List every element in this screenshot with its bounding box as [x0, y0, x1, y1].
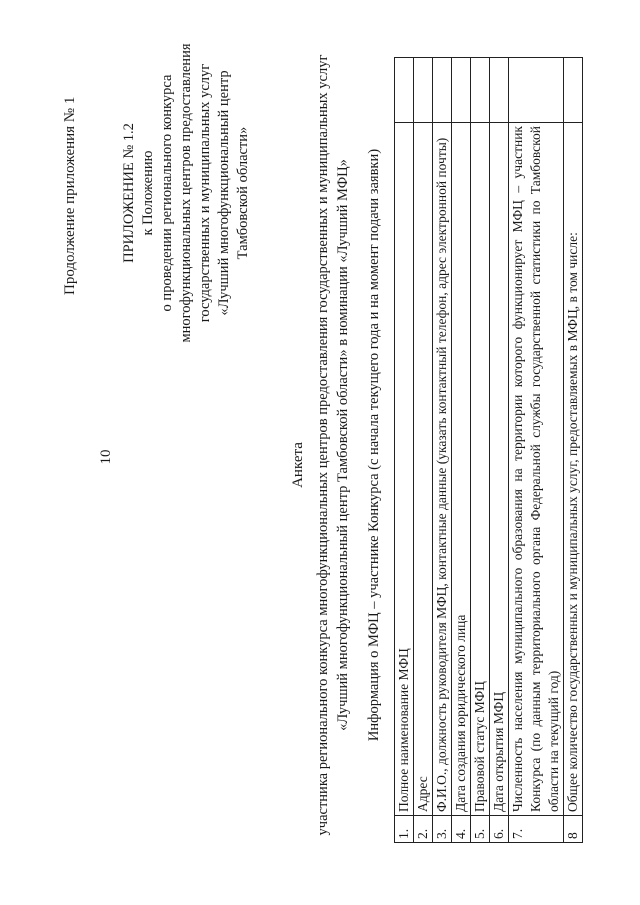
row-text: Общее количество государственных и муниципальных услуг, предоставляемых в МФЦ, в том числе:: [564, 123, 583, 816]
row-text: Правовой статус МФЦ: [471, 123, 490, 816]
table-row: [452, 58, 471, 843]
row-text: Дата открытия МФЦ: [490, 123, 509, 816]
row-number: 8: [564, 816, 583, 843]
table-row: [433, 58, 452, 843]
row-number: 4.: [452, 816, 471, 843]
answer-cell[interactable]: [414, 58, 433, 123]
table-row: [509, 58, 564, 843]
row-text: Адрес: [414, 123, 433, 816]
row-number: 6.: [490, 816, 509, 843]
answer-cell[interactable]: [490, 58, 509, 123]
answer-cell[interactable]: [471, 58, 490, 123]
row-text: Ф.И.О., должность руководителя МФЦ, контактные данные (указать контактный телефон, адрес электронной почты): [433, 123, 452, 816]
row-number: 3.: [433, 816, 452, 843]
row-number: 7.: [509, 816, 564, 843]
appendix-header: [120, 43, 253, 343]
page-number: 10: [98, 449, 114, 465]
appendix-line: к Положению: [140, 150, 156, 236]
appendix-line: о проведении регионального конкурса: [159, 74, 175, 312]
table-row: [414, 58, 433, 843]
appendix-line: Тамбовской области»: [235, 126, 251, 260]
answer-cell[interactable]: [564, 58, 583, 123]
table-row: [471, 58, 490, 843]
answer-cell[interactable]: [433, 58, 452, 123]
appendix-line: «Лучший многофункциональный центр: [216, 70, 232, 316]
table-row: [395, 58, 414, 843]
answer-cell[interactable]: [509, 58, 564, 123]
table-row: [490, 58, 509, 843]
table-row: [564, 58, 583, 843]
row-text: Численность населения муниципального образования на территории которого функционирует МФЦ – участник Конкурса (по данным территориального органа Федеральной службы государственной статистики по Тамбовской области на текущий год): [509, 123, 564, 816]
row-text: Полное наименование МФЦ: [395, 123, 414, 816]
row-number: 1.: [395, 816, 414, 843]
form-title: Анкета: [290, 442, 306, 488]
continuation-note: Продолжение приложения № 1: [62, 96, 78, 295]
info-heading: Информация о МФЦ – участнике Конкурса (с начала текущего года и на момент подачи заявки): [366, 148, 382, 742]
row-number: 5.: [471, 816, 490, 843]
appendix-line: многофункциональных центров предоставления: [178, 43, 194, 343]
info-table: [394, 57, 583, 843]
answer-cell[interactable]: [452, 58, 471, 123]
appendix-line: государственных и муниципальных услуг: [197, 63, 213, 323]
row-number: 2.: [414, 816, 433, 843]
row-text: Дата создания юридического лица: [452, 123, 471, 816]
appendix-title: ПРИЛОЖЕНИЕ № 1.2: [121, 123, 137, 263]
form-description: участника регионального конкурса многофункциональных центров предоставления государственных и муниципальных услуг «Лучший многофункциональный центр Тамбовской области» в номинации «Лучший МФЦ»: [315, 54, 351, 836]
answer-cell[interactable]: [395, 58, 414, 123]
